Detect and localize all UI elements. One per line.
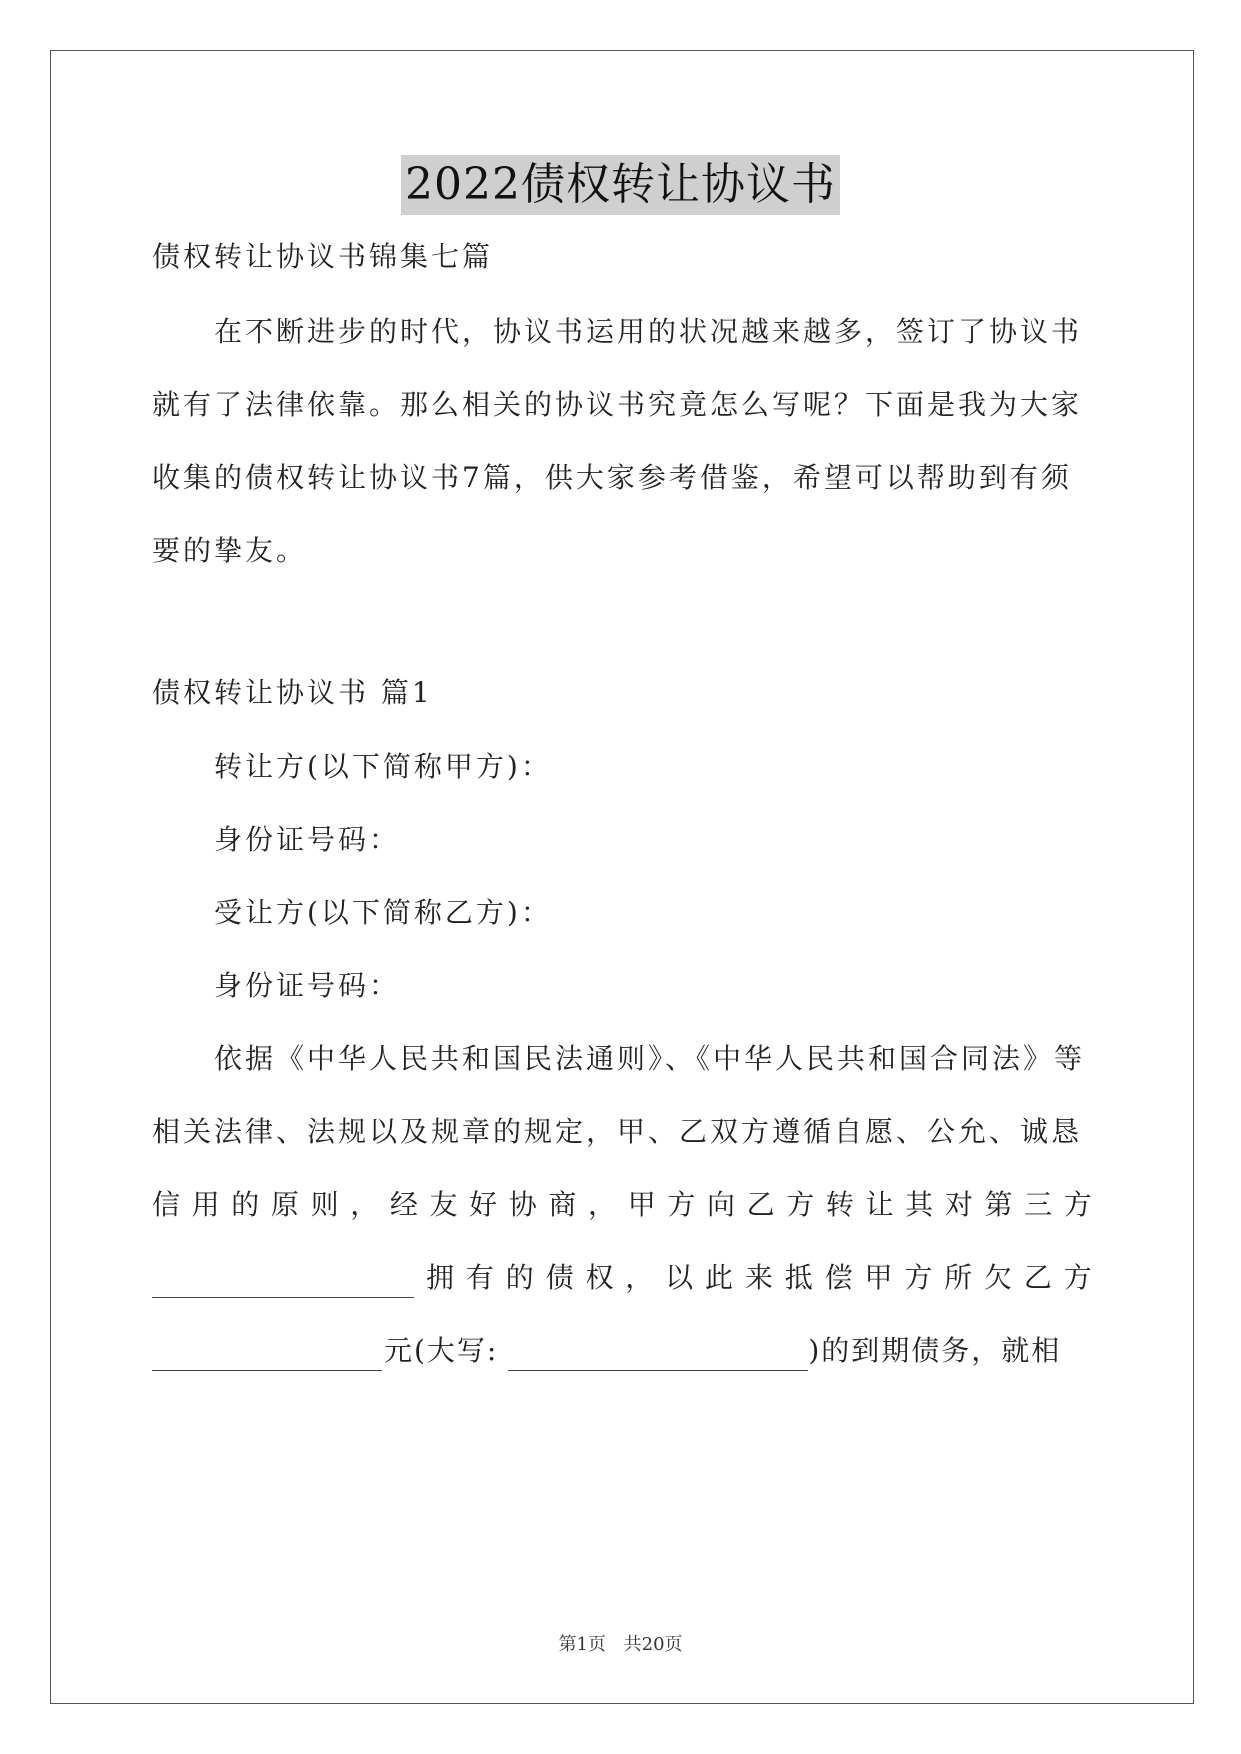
- page-footer: [0, 1633, 1241, 1657]
- justified-char: ，: [350, 1188, 379, 1221]
- body-line-5: [152, 1331, 1092, 1371]
- section-heading: 债权转让协议书 篇1: [152, 676, 433, 709]
- justified-char: 欠: [984, 1261, 1013, 1294]
- justified-char: 有: [465, 1261, 494, 1294]
- justified-char: ，: [588, 1188, 617, 1221]
- justified-char: 所: [944, 1261, 973, 1294]
- justified-char: 用: [191, 1188, 220, 1221]
- justified-char: 对: [944, 1188, 973, 1221]
- justified-char: 来: [744, 1261, 773, 1294]
- amount-blank[interactable]: [152, 1342, 382, 1371]
- justified-char: 友: [429, 1188, 458, 1221]
- justified-char: 向: [706, 1188, 735, 1221]
- justified-char: 此: [705, 1261, 734, 1294]
- justified-char: 拥: [426, 1261, 455, 1294]
- body-line-4-text: [426, 1258, 1092, 1298]
- transferor-id-line: 身份证号码：: [214, 823, 401, 856]
- justified-char: 方: [786, 1188, 815, 1221]
- justified-char: 方: [667, 1188, 696, 1221]
- justified-char: ，: [625, 1261, 654, 1294]
- justified-char: 方: [1063, 1261, 1092, 1294]
- page-border: [50, 50, 1194, 1704]
- document-subtitle: 债权转让协议书锦集七篇: [152, 240, 494, 273]
- justified-char: 好: [469, 1188, 498, 1221]
- justified-char: 三: [1024, 1188, 1053, 1221]
- justified-char: 甲: [864, 1261, 893, 1294]
- transferor-line: 转让方(以下简称甲方)：: [214, 750, 552, 783]
- intro-line-3: 收集的债权转让协议书7篇，供大家参考借鉴，希望可以帮助到有须: [152, 461, 1072, 494]
- justified-char: 债: [545, 1261, 574, 1294]
- third-party-blank[interactable]: [152, 1269, 414, 1298]
- justified-char: 权: [585, 1261, 614, 1294]
- justified-char: 第: [984, 1188, 1013, 1221]
- body-line-2: 相关法律、法规以及规章的规定，甲、乙双方遵循自愿、公允、诚恳: [152, 1115, 1083, 1148]
- justified-char: 经: [389, 1188, 418, 1221]
- justified-char: 乙: [1023, 1261, 1052, 1294]
- justified-char: 协: [508, 1188, 537, 1221]
- justified-char: 甲: [627, 1188, 656, 1221]
- intro-line-2: 就有了法律依靠。那么相关的协议书究竟怎么写呢？下面是我为大家: [152, 388, 1083, 421]
- transferee-id-line: 身份证号码：: [214, 969, 401, 1002]
- document-title: 2022债权转让协议书: [401, 155, 840, 215]
- justified-char: 原: [270, 1188, 299, 1221]
- justified-char: 以: [665, 1261, 694, 1294]
- justified-char: 方: [904, 1261, 933, 1294]
- body-line-4: [152, 1258, 1092, 1298]
- justified-char: 让: [865, 1188, 894, 1221]
- transferee-line: 受让方(以下简称乙方)：: [214, 896, 552, 929]
- justified-char: 偿: [824, 1261, 853, 1294]
- amount-uppercase-blank[interactable]: [508, 1342, 808, 1371]
- intro-line-4: 要的挚友。: [152, 534, 308, 567]
- amount-label: 元(大写:: [384, 1334, 499, 1367]
- justified-char: 方: [1063, 1188, 1092, 1221]
- page-number: 第1页: [558, 1634, 606, 1655]
- justified-char: 则: [310, 1188, 339, 1221]
- intro-line-1: 在不断进步的时代，协议书运用的状况越来越多，签订了协议书: [214, 315, 1083, 348]
- justified-char: 乙: [746, 1188, 775, 1221]
- justified-char: 商: [548, 1188, 577, 1221]
- justified-char: 信: [152, 1188, 181, 1221]
- page-total: 共20页: [623, 1634, 683, 1655]
- justified-char: 的: [231, 1188, 260, 1221]
- body-line-1: 依据《中华人民共和国民法通则》、《中华人民共和国合同法》等: [214, 1042, 1086, 1075]
- title-area: [0, 155, 1241, 215]
- amount-tail: )的到期债务，就相: [808, 1334, 1062, 1367]
- body-line-3: [152, 1185, 1092, 1225]
- justified-char: 转: [825, 1188, 854, 1221]
- justified-char: 抵: [784, 1261, 813, 1294]
- justified-char: 其: [905, 1188, 934, 1221]
- justified-char: 的: [505, 1261, 534, 1294]
